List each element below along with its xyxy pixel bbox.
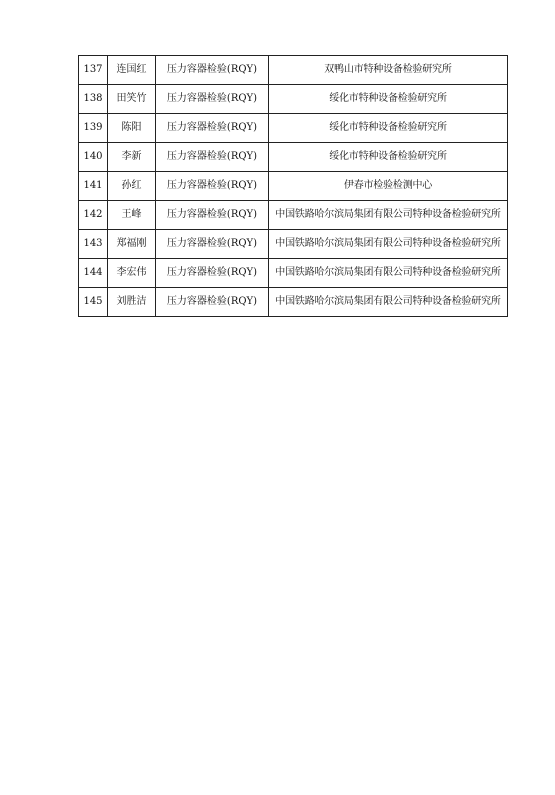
table-row: [79, 230, 508, 259]
inspector-table: [78, 55, 508, 317]
table-row: [79, 259, 508, 288]
row-number: 139: [79, 114, 108, 143]
inspector-name: 王峰: [108, 201, 156, 230]
row-number: 141: [79, 172, 108, 201]
inspection-category: 压力容器检验(RQY): [156, 56, 269, 85]
inspector-name: 李新: [108, 143, 156, 172]
organization: 双鸭山市特种设备检验研究所: [269, 56, 508, 85]
inspection-category: 压力容器检验(RQY): [156, 201, 269, 230]
row-number: 140: [79, 143, 108, 172]
organization: 绥化市特种设备检验研究所: [269, 143, 508, 172]
table-row: [79, 85, 508, 114]
inspection-category: 压力容器检验(RQY): [156, 259, 269, 288]
row-number: 143: [79, 230, 108, 259]
inspector-name: 郑福刚: [108, 230, 156, 259]
inspection-category: 压力容器检验(RQY): [156, 172, 269, 201]
inspection-category: 压力容器检验(RQY): [156, 114, 269, 143]
table-row: [79, 288, 508, 317]
table-row: [79, 201, 508, 230]
row-number: 144: [79, 259, 108, 288]
inspection-category: 压力容器检验(RQY): [156, 85, 269, 114]
table-row: [79, 143, 508, 172]
table-row: [79, 56, 508, 85]
organization: 绥化市特种设备检验研究所: [269, 114, 508, 143]
organization: 伊春市检验检测中心: [269, 172, 508, 201]
organization: 中国铁路哈尔滨局集团有限公司特种设备检验研究所: [269, 259, 508, 288]
row-number: 145: [79, 288, 108, 317]
table-row: [79, 114, 508, 143]
organization: 中国铁路哈尔滨局集团有限公司特种设备检验研究所: [269, 230, 508, 259]
inspection-category: 压力容器检验(RQY): [156, 288, 269, 317]
inspection-category: 压力容器检验(RQY): [156, 143, 269, 172]
inspector-name: 田笑竹: [108, 85, 156, 114]
table-row: [79, 172, 508, 201]
row-number: 137: [79, 56, 108, 85]
inspector-name: 连国红: [108, 56, 156, 85]
inspection-category: 压力容器检验(RQY): [156, 230, 269, 259]
inspector-name: 孙红: [108, 172, 156, 201]
organization: 中国铁路哈尔滨局集团有限公司特种设备检验研究所: [269, 288, 508, 317]
inspector-name: 刘胜洁: [108, 288, 156, 317]
organization: 绥化市特种设备检验研究所: [269, 85, 508, 114]
row-number: 138: [79, 85, 108, 114]
inspector-name: 陈阳: [108, 114, 156, 143]
row-number: 142: [79, 201, 108, 230]
inspector-name: 李宏伟: [108, 259, 156, 288]
organization: 中国铁路哈尔滨局集团有限公司特种设备检验研究所: [269, 201, 508, 230]
